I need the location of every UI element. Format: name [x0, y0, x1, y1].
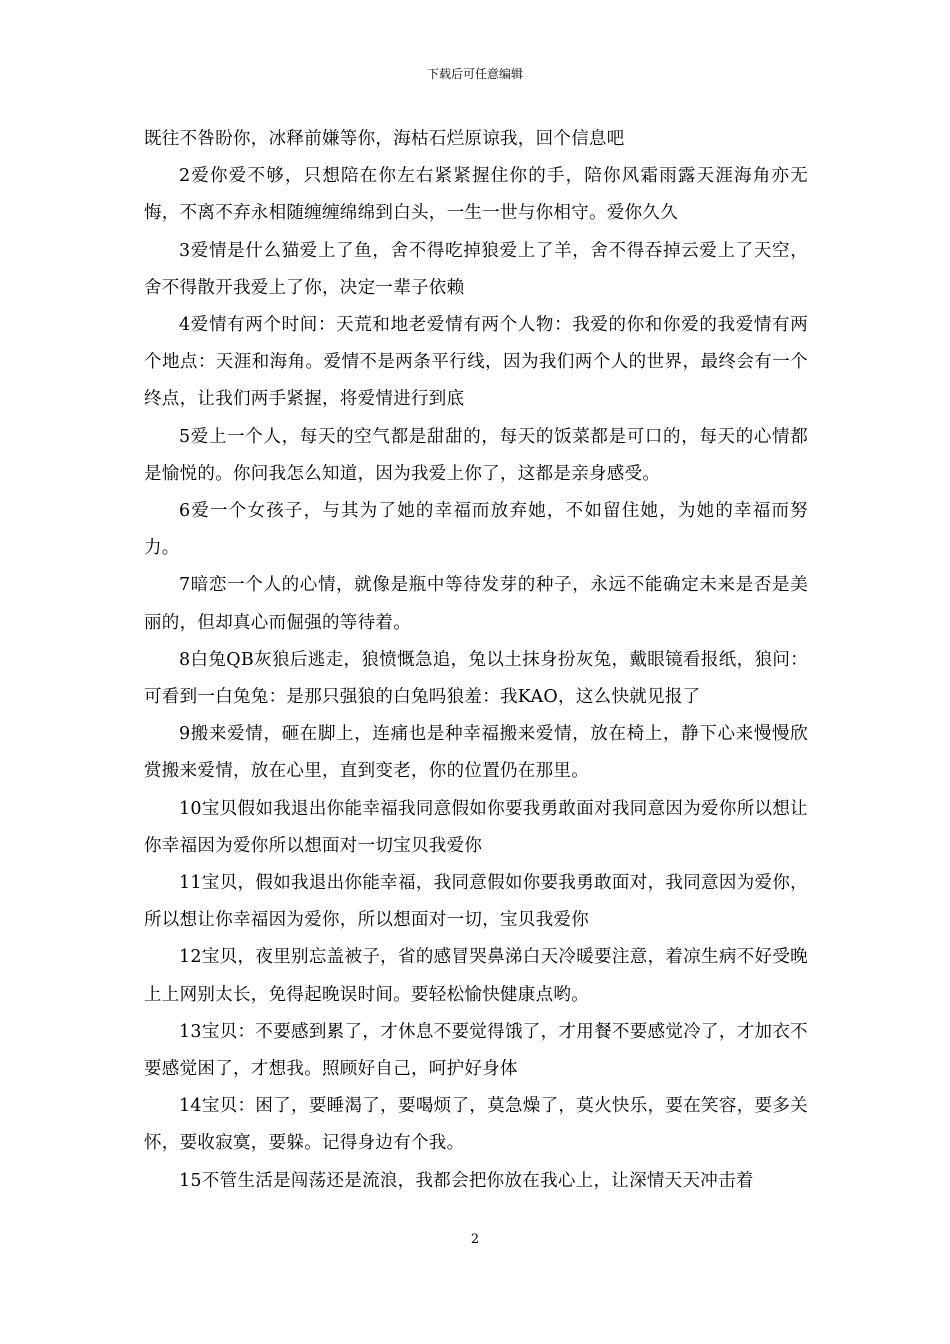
paragraph: 6爱一个女孩子，与其为了她的幸福而放弃她，不如留住她，为她的幸福而努力。 — [144, 501, 808, 559]
paragraph: 2爱你爱不够，只想陪在你左右紧紧握住你的手，陪你风霜雨露天涯海角亦无悔，不离不弃永相随缠缠绵绵到白头，一生一世与你相守。爱你久久 — [144, 166, 808, 224]
paragraph: 11宝贝，假如我退出你能幸福，我同意假如你要我勇敢面对，我同意因为爱你，所以想让你幸福因为爱你，所以想面对一切，宝贝我爱你 — [144, 873, 808, 931]
paragraph: 7暗恋一个人的心情，就像是瓶中等待发芽的种子，永远不能确定未来是否是美丽的，但却真心而倔强的等待着。 — [144, 575, 808, 633]
paragraph: 14宝贝：困了，要睡渴了，要喝烦了，莫急燥了，莫火快乐，要在笑容，要多关怀，要收寂寞，要躲。记得身边有个我。 — [144, 1096, 808, 1154]
paragraph: 8白兔QB灰狼后逃走，狼愤慨急追，兔以土抹身扮灰兔，戴眼镜看报纸，狼问：可看到一白兔兔：是那只强狼的白兔吗狼羞：我KAO，这么快就见报了 — [144, 649, 808, 708]
page-number: 2 — [470, 1232, 480, 1247]
paragraph: 12宝贝，夜里别忘盖被子，省的感冒哭鼻涕白天冷暖要注意，着凉生病不好受晚上上网别太长，免得起晚误时间。要轻松愉快健康点哟。 — [144, 947, 808, 1005]
document-body — [144, 121, 808, 1200]
paragraph: 既往不咎盼你，冰释前嫌等你，海枯石烂原谅我，回个信息吧 — [144, 129, 625, 149]
paragraph: 10宝贝假如我退出你能幸福我同意假如你要我勇敢面对我同意因为爱你所以想让你幸福因为爱你所以想面对一切宝贝我爱你 — [144, 798, 808, 856]
page-header: 下载后可任意编辑 — [426, 67, 523, 81]
paragraph: 3爱情是什么猫爱上了鱼，舍不得吃掉狼爱上了羊，舍不得吞掉云爱上了天空，舍不得散开我爱上了你，决定一辈子依赖 — [144, 240, 808, 298]
paragraph: 4爱情有两个时间：天荒和地老爱情有两个人物：我爱的你和你爱的我爱情有两个地点：天涯和海角。爱情不是两条平行线，因为我们两个人的世界，最终会有一个终点，让我们两手紧握，将爱情进行到底 — [144, 315, 808, 410]
paragraph: 9搬来爱情，砸在脚上，连痛也是种幸福搬来爱情，放在椅上，静下心来慢慢欣赏搬来爱情，放在心里，直到变老，你的位置仍在那里。 — [144, 724, 808, 782]
paragraph: 13宝贝：不要感到累了，才休息不要觉得饿了，才用餐不要感觉冷了，才加衣不要感觉困了，才想我。照顾好自己，呵护好身体 — [144, 1021, 808, 1080]
paragraph: 5爱上一个人，每天的空气都是甜甜的，每天的饭菜都是可口的，每天的心情都是愉悦的。你问我怎么知道，因为我爱上你了，这都是亲身感受。 — [144, 426, 808, 484]
paragraph: 15不管生活是闯荡还是流浪，我都会把你放在我心上，让深情天天冲击着 — [179, 1170, 754, 1191]
